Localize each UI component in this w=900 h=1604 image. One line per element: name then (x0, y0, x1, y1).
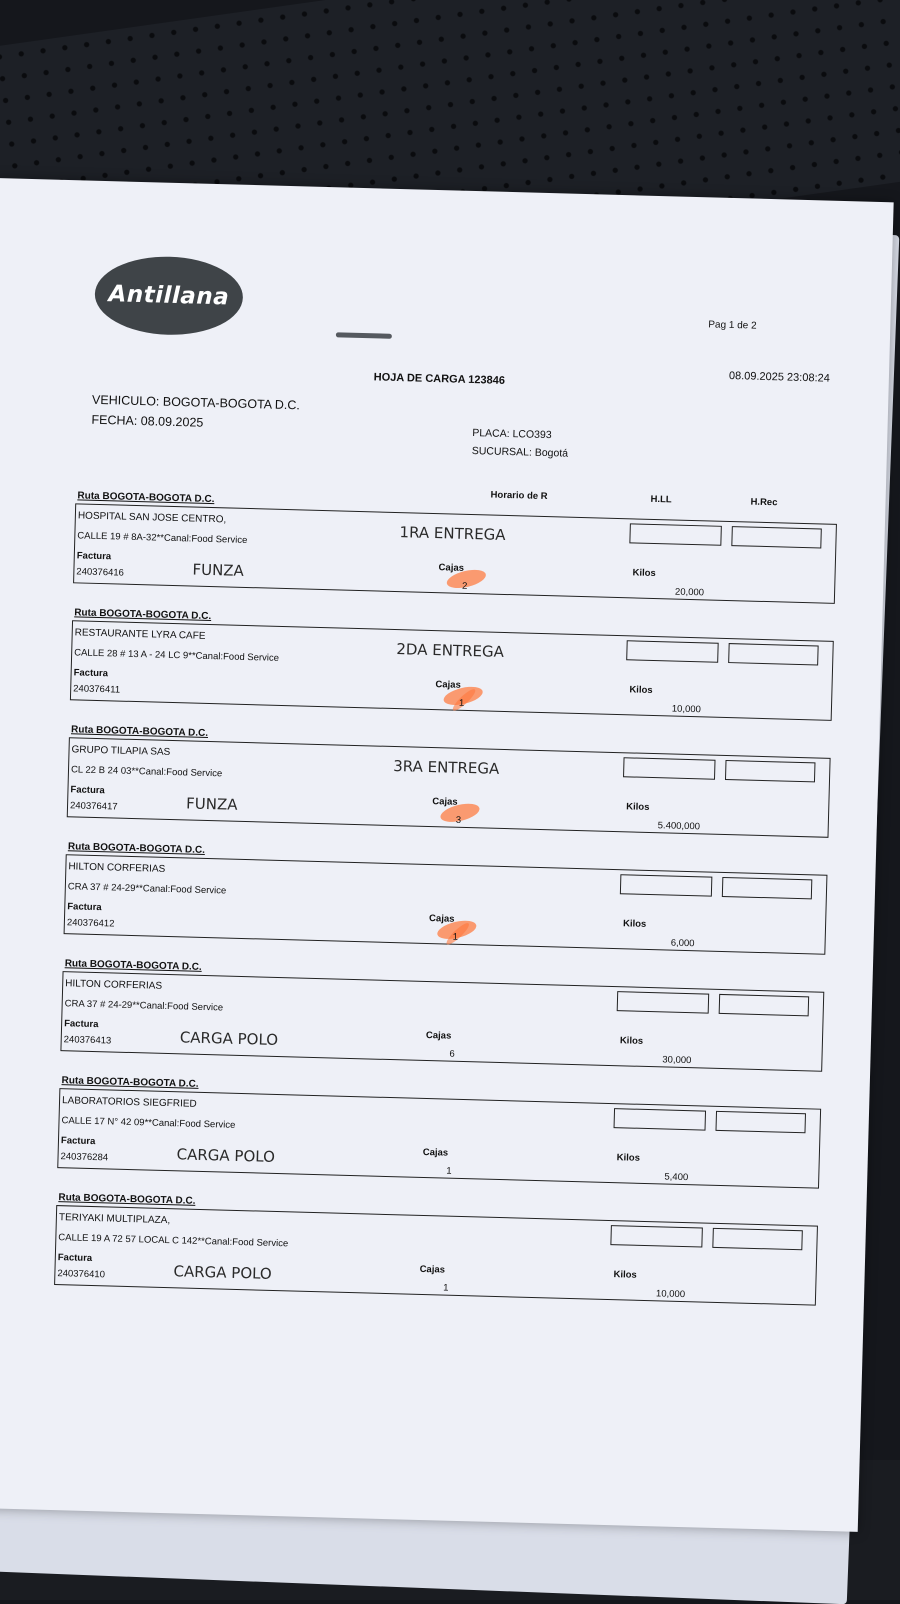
customer-name: TERIYAKI MULTIPLAZA, (58, 1212, 171, 1227)
column-hrec: H.Rec (750, 496, 778, 509)
customer-address: CRA 37 # 24-29**Canal:Food Service (64, 998, 224, 1014)
hll-time-box (617, 991, 710, 1013)
cajas-value: 6 (449, 1048, 455, 1060)
factura-number: 240376410 (57, 1268, 106, 1281)
hll-time-box (623, 757, 716, 779)
kilos-label: Kilos (622, 918, 647, 930)
vehiculo-label: VEHICULO: BOGOTA-BOGOTA D.C. (91, 392, 301, 413)
factura-number: 240376413 (63, 1034, 112, 1047)
delivery-entry (68, 724, 831, 853)
page-label: Pag 1 de 2 (708, 319, 757, 332)
delivery-entry (75, 490, 838, 619)
printed-timestamp: 08.09.2025 23:08:24 (728, 369, 830, 385)
hrec-time-box (728, 643, 819, 665)
hrec-time-box (722, 877, 813, 899)
hrec-time-box (715, 1111, 806, 1133)
customer-name: LABORATORIOS SIEGFRIED (61, 1095, 197, 1110)
cajas-label: Cajas (432, 796, 458, 808)
delivery-entry (59, 1075, 822, 1204)
cajas-value: 2 (461, 580, 468, 592)
customer-name: GRUPO TILAPIA SAS (71, 744, 171, 758)
delivery-entry (62, 958, 825, 1087)
sucursal-label: SUCURSAL: Bogotá (471, 445, 569, 460)
factura-number: 240376416 (76, 566, 125, 579)
hrec-time-box (731, 526, 822, 548)
factura-number: 240376284 (60, 1151, 109, 1164)
factura-label: Factura (76, 550, 112, 563)
cajas-label: Cajas (438, 562, 465, 574)
antillana-logo (94, 255, 244, 337)
route-label: Ruta BOGOTA-BOGOTA D.C. (67, 841, 206, 856)
handwritten-note: CARGA POLO (176, 1145, 276, 1166)
factura-label: Factura (57, 1252, 93, 1265)
entry-box (57, 1088, 821, 1189)
route-label: Ruta BOGOTA-BOGOTA D.C. (64, 958, 202, 973)
handwritten-delivery-order: 1RA ENTREGA (399, 523, 506, 544)
factura-number: 240376411 (73, 683, 121, 696)
customer-name: HOSPITAL SAN JOSE CENTRO, (77, 510, 227, 526)
customer-name: RESTAURANTE LYRA CAFE (74, 627, 206, 642)
customer-address: CL 22 B 24 03**Canal:Food Service (70, 764, 223, 780)
entry-box (54, 1205, 818, 1306)
hrec-time-box (725, 760, 816, 782)
factura-number: 240376412 (66, 917, 115, 930)
kilos-label: Kilos (632, 567, 656, 580)
customer-address: CALLE 17 N° 42 09**Canal:Food Service (61, 1115, 236, 1131)
document-title: HOJA DE CARGA 123846 (373, 371, 506, 387)
handwritten-delivery-order: 3RA ENTREGA (392, 757, 500, 778)
kilos-value: 20,000 (674, 586, 705, 599)
customer-address: CRA 37 # 24-29**Canal:Food Service (67, 881, 227, 897)
handwritten-note: CARGA POLO (173, 1262, 272, 1283)
hrec-time-box (712, 1228, 803, 1250)
hll-time-box (614, 1108, 707, 1130)
customer-address: CALLE 19 A 72 57 LOCAL C 142**Canal:Food Service (58, 1232, 289, 1250)
logo-text: Antillana (108, 281, 230, 311)
kilos-value: 5.400,000 (657, 820, 701, 833)
kilos-value: 6,000 (670, 937, 695, 950)
entry-box (64, 854, 828, 955)
kilos-label: Kilos (629, 684, 653, 697)
kilos-label: Kilos (613, 1269, 637, 1281)
factura-label: Factura (64, 1018, 99, 1031)
placa-label: PLACA: LCO393 (472, 427, 552, 442)
kilos-value: 5,400 (664, 1171, 689, 1184)
kilos-label: Kilos (626, 801, 650, 813)
handwritten-note: FUNZA (192, 560, 245, 580)
delivery-entry (56, 1192, 819, 1321)
staple (336, 332, 392, 339)
factura-label: Factura (70, 784, 105, 797)
delivery-entry (65, 841, 828, 970)
cajas-value: 3 (455, 814, 462, 826)
factura-label: Factura (73, 667, 109, 680)
route-label: Ruta BOGOTA-BOGOTA D.C. (77, 490, 215, 506)
fecha-label: FECHA: 08.09.2025 (91, 412, 204, 430)
load-sheet-paper (0, 178, 894, 1532)
cajas-label: Cajas (419, 1263, 446, 1276)
hll-time-box (626, 640, 719, 662)
hll-time-box (610, 1225, 703, 1247)
customer-name: HILTON CORFERIAS (65, 978, 163, 992)
route-label: Ruta BOGOTA-BOGOTA D.C. (58, 1192, 196, 1207)
cajas-label: Cajas (428, 913, 455, 925)
handwritten-note: FUNZA (185, 794, 238, 814)
route-label: Ruta BOGOTA-BOGOTA D.C. (61, 1075, 199, 1090)
route-label: Ruta BOGOTA-BOGOTA D.C. (74, 607, 212, 623)
kilos-value: 30,000 (662, 1054, 692, 1067)
entry-box (70, 620, 834, 721)
hrec-time-box (719, 994, 810, 1016)
entry-box (67, 737, 831, 838)
factura-number: 240376417 (69, 800, 118, 813)
kilos-value: 10,000 (655, 1288, 686, 1301)
route-label: Ruta BOGOTA-BOGOTA D.C. (70, 724, 209, 739)
cajas-value: 1 (442, 1282, 449, 1294)
cajas-value: 1 (452, 931, 459, 943)
kilos-label: Kilos (616, 1152, 641, 1164)
factura-label: Factura (60, 1135, 96, 1148)
hll-time-box (629, 523, 722, 545)
column-horario: Horario de R (490, 489, 548, 503)
factura-label: Factura (67, 901, 102, 914)
cajas-label: Cajas (425, 1030, 452, 1042)
column-hll: H.LL (650, 493, 672, 506)
delivery-entry (71, 607, 834, 736)
cajas-label: Cajas (435, 679, 461, 691)
entry-box (60, 971, 824, 1072)
customer-address: CALLE 28 # 13 A - 24 LC 9**Canal:Food Service (74, 647, 280, 664)
cajas-value: 1 (458, 697, 465, 709)
hll-time-box (620, 874, 713, 896)
handwritten-delivery-order: 2DA ENTREGA (396, 640, 505, 661)
cajas-value: 1 (446, 1165, 452, 1177)
customer-address: CALLE 19 # 8A-32**Canal:Food Service (77, 530, 248, 546)
kilos-value: 10,000 (671, 703, 702, 716)
entry-box (73, 503, 837, 604)
customer-name: HILTON CORFERIAS (68, 861, 166, 875)
kilos-label: Kilos (619, 1035, 644, 1047)
cajas-label: Cajas (422, 1146, 449, 1159)
handwritten-note: CARGA POLO (179, 1028, 279, 1049)
